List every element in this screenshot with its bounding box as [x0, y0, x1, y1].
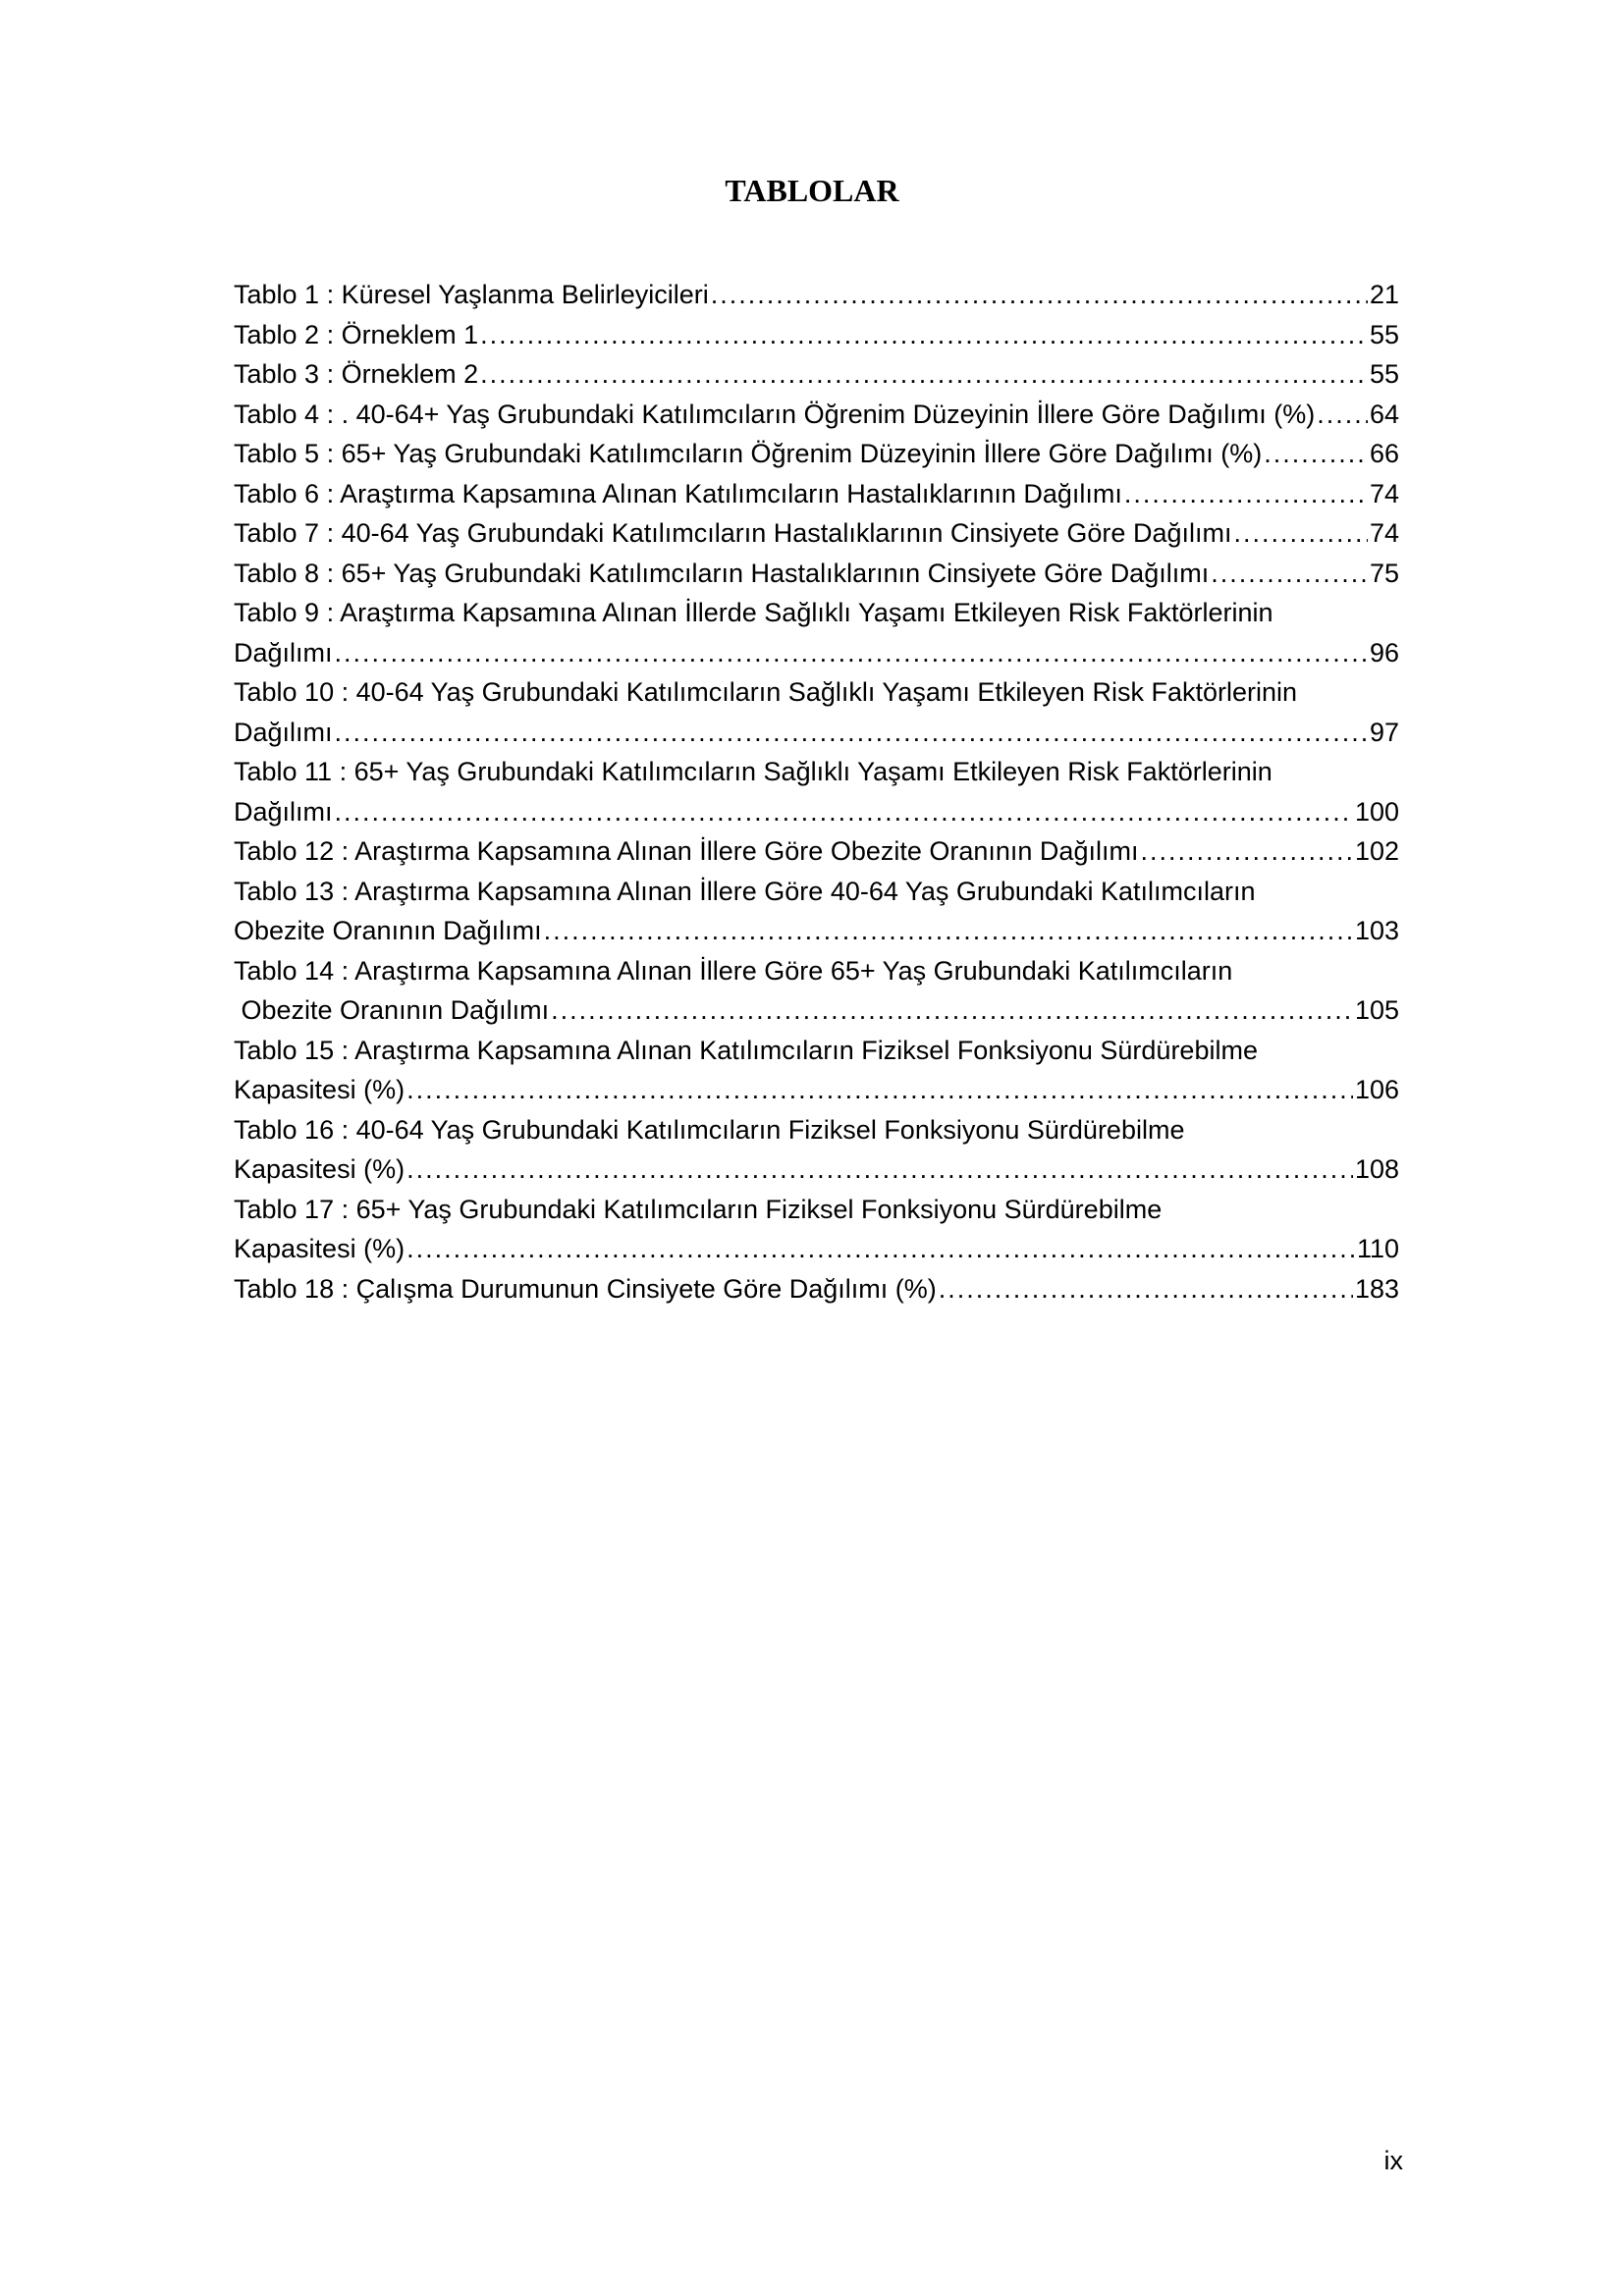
- toc-entry[interactable]: [234, 1110, 1399, 1190]
- dot-leader: [335, 792, 1353, 832]
- toc-entry-page: 108: [1354, 1154, 1399, 1184]
- toc-entry[interactable]: [234, 513, 1399, 554]
- dot-leader: [711, 275, 1368, 315]
- toc-entry[interactable]: [234, 315, 1399, 355]
- toc-entry-page: 55: [1369, 359, 1399, 389]
- toc-entry-title: Tablo 8 : 65+ Yaş Grubundaki Katılımcıların Hastalıklarının Cinsiyete Göre Dağılımı: [234, 558, 1210, 588]
- toc-entry-page: 100: [1354, 796, 1399, 827]
- dot-leader: [406, 1149, 1353, 1190]
- toc-entry-page: 106: [1354, 1075, 1399, 1104]
- page-title: TABLOLAR: [725, 173, 899, 208]
- toc-entry-title: Tablo 7 : 40-64 Yaş Grubundaki Katılımcıların Hastalıklarının Cinsiyete Göre Dağılımı: [234, 518, 1232, 548]
- toc-entry-title: Tablo 12 : Araştırma Kapsamına Alınan İllere Göre Obezite Oranının Dağılımı: [234, 836, 1139, 866]
- dot-leader: [406, 1229, 1355, 1269]
- dot-leader: [1317, 395, 1368, 435]
- toc-entry-title: Kapasitesi (%): [234, 1234, 406, 1263]
- toc-entry-title-line: Tablo 10 : 40-64 Yaş Grubundaki Katılımcıların Sağlıklı Yaşamı Etkileyen Risk Faktörlerinin: [234, 677, 1298, 707]
- dot-leader: [480, 354, 1368, 395]
- table-of-contents: [234, 275, 1399, 1308]
- toc-entry[interactable]: [234, 434, 1399, 474]
- toc-entry-title-line: Tablo 11 : 65+ Yaş Grubundaki Katılımcıların Sağlıklı Yaşamı Etkileyen Risk Faktörlerinin: [234, 757, 1272, 786]
- toc-entry-title: Obezite Oranının Dağılımı: [234, 995, 550, 1025]
- toc-entry-page: 96: [1369, 637, 1399, 667]
- toc-entry-page: 55: [1369, 319, 1399, 349]
- dot-leader: [1233, 513, 1367, 554]
- toc-entry-title: Tablo 18 : Çalışma Durumunun Cinsiyete Göre Dağılımı (%): [234, 1273, 937, 1304]
- dot-leader: [544, 911, 1353, 951]
- toc-entry-title-line: Tablo 9 : Araştırma Kapsamına Alınan İllerde Sağlıklı Yaşamı Etkileyen Risk Faktörlerinin: [234, 598, 1273, 627]
- toc-entry-title-line: Tablo 16 : 40-64 Yaş Grubundaki Katılımcıların Fiziksel Fonksiyonu Sürdürebilme: [234, 1114, 1185, 1145]
- toc-entry-title: Dağılımı: [234, 637, 333, 667]
- toc-entry-page: 105: [1354, 995, 1399, 1025]
- toc-entry-title: Tablo 1 : Küresel Yaşlanma Belirleyicileri: [234, 280, 709, 309]
- dot-leader: [551, 990, 1353, 1031]
- toc-entry-page: 21: [1369, 280, 1399, 309]
- toc-entry-page: 183: [1354, 1273, 1399, 1304]
- toc-entry-title: Tablo 6 : Araştırma Kapsamına Alınan Katılımcıların Hastalıklarının Dağılımı: [234, 478, 1122, 508]
- dot-leader: [1124, 474, 1368, 514]
- toc-entry-page: 102: [1354, 836, 1399, 866]
- toc-entry[interactable]: [234, 672, 1399, 752]
- toc-entry-title: Dağılımı: [234, 717, 333, 747]
- toc-entry-title-line: Tablo 13 : Araştırma Kapsamına Alınan İllere Göre 40-64 Yaş Grubundaki Katılımcıların: [234, 876, 1256, 906]
- toc-entry[interactable]: [234, 872, 1399, 951]
- dot-leader: [1140, 831, 1352, 872]
- toc-entry[interactable]: [234, 1031, 1399, 1110]
- toc-entry-page: 74: [1369, 478, 1399, 508]
- dot-leader: [335, 713, 1368, 753]
- toc-entry[interactable]: [234, 593, 1399, 672]
- toc-entry-page: 64: [1369, 399, 1399, 429]
- toc-entry-page: 103: [1354, 916, 1399, 945]
- toc-entry-title: Tablo 5 : 65+ Yaş Grubundaki Katılımcıların Öğrenim Düzeyinin İllere Göre Dağılımı (%): [234, 439, 1263, 468]
- toc-entry[interactable]: [234, 474, 1399, 514]
- toc-entry-title: Tablo 4 : . 40-64+ Yaş Grubundaki Katılımcıların Öğrenim Düzeyinin İllere Göre Dağılımı (%): [234, 399, 1316, 429]
- dot-leader: [1264, 434, 1368, 474]
- toc-entry[interactable]: [234, 1269, 1399, 1309]
- toc-entry[interactable]: [234, 395, 1399, 435]
- toc-entry-title: Kapasitesi (%): [234, 1075, 406, 1104]
- dot-leader: [1211, 554, 1368, 594]
- toc-entry-page: 97: [1369, 717, 1399, 747]
- toc-entry-title: Obezite Oranının Dağılımı: [234, 916, 542, 945]
- toc-entry-title: Dağılımı: [234, 796, 333, 827]
- toc-entry[interactable]: [234, 752, 1399, 831]
- toc-entry-title-line: Tablo 17 : 65+ Yaş Grubundaki Katılımcıların Fiziksel Fonksiyonu Sürdürebilme: [234, 1194, 1163, 1224]
- toc-entry[interactable]: [234, 951, 1399, 1031]
- toc-entry-page: 110: [1356, 1234, 1399, 1263]
- dot-leader: [406, 1070, 1353, 1110]
- toc-entry[interactable]: [234, 1190, 1399, 1269]
- toc-entry-page: 66: [1369, 439, 1399, 468]
- toc-entry-title: Tablo 3 : Örneklem 2: [234, 359, 479, 389]
- toc-entry[interactable]: [234, 354, 1399, 395]
- toc-entry-title-line: Tablo 14 : Araştırma Kapsamına Alınan İllere Göre 65+ Yaş Grubundaki Katılımcıların: [234, 955, 1233, 986]
- toc-entry-title: Tablo 2 : Örneklem 1: [234, 319, 479, 349]
- dot-leader: [335, 633, 1368, 673]
- toc-entry-title-line: Tablo 15 : Araştırma Kapsamına Alınan Katılımcıların Fiziksel Fonksiyonu Sürdürebilme: [234, 1035, 1258, 1065]
- toc-entry-title: Kapasitesi (%): [234, 1154, 406, 1184]
- dot-leader: [939, 1269, 1353, 1309]
- toc-entry[interactable]: [234, 831, 1399, 872]
- toc-entry-page: 74: [1369, 518, 1399, 548]
- dot-leader: [480, 315, 1368, 355]
- toc-entry-page: 75: [1369, 558, 1399, 588]
- toc-entry[interactable]: [234, 275, 1399, 315]
- toc-entry[interactable]: [234, 554, 1399, 594]
- page-number: ix: [1383, 2146, 1403, 2175]
